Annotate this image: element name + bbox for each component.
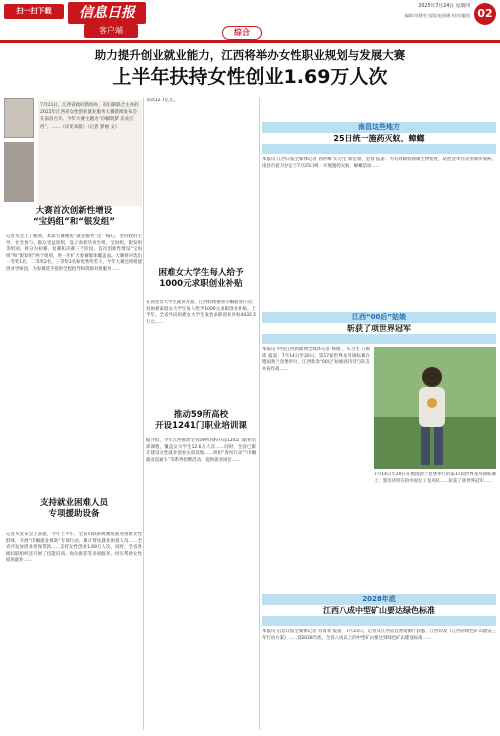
- headline-kicker: 助力提升创业就业能力，江西将举办女性职业规划与发展大赛: [94, 48, 406, 62]
- colA-subhead-line2: 专项援助设备: [48, 508, 100, 519]
- colB-subhead-line2: 开设1241门职业培训课: [155, 420, 247, 431]
- masthead-rule: [0, 40, 500, 43]
- colB-subhead: [146, 410, 256, 431]
- banner-kicker: 2028年底: [362, 595, 396, 603]
- issue-date: 2025年7月24日 星期四: [418, 4, 470, 9]
- paper-logo: 信息日报: [68, 2, 146, 24]
- main-headline: 上半年扶持女性创业1.69万人次: [112, 66, 388, 88]
- article-banner-mosquito: [262, 122, 496, 154]
- banner-title: 斩获了项世界冠军: [262, 323, 496, 334]
- colA-subhead-line1: 支持就业困难人员: [39, 498, 108, 508]
- colA-headline: [6, 206, 142, 227]
- colB-headline-line2: 1000元求职创业补贴: [159, 278, 243, 289]
- article-banner-dragonboat: [262, 312, 496, 344]
- client-tag[interactable]: 客户端: [84, 24, 138, 38]
- colB-subhead-line1: 推动59所高校: [173, 410, 229, 420]
- editor-credits: 编辑/刘静雯 组版/赵丽娜 校对/戴凯: [404, 13, 470, 18]
- colA-body-2: 记者从发布会上获悉，今年上半年，全省妇联系统聚焦就业困难女性群体，开展“巾帼就业援助”专项行动，累计帮扶就业困难人员……全省共发放创业担保贷款……支持女性创业1.69万人次。同时，全省各级妇联组织还开展了技能培训、岗位推荐等多项服务，切实帮助女性稳岗就业……: [6, 532, 142, 564]
- colA-body-1: 记者从会上了解到，本届大赛聚焦“就业服务”这一核心，坚持政府主导、社会参与、群众受益原则，设立高校毕业生组、宝妈组、银发组等组别，将分为初赛、复赛和决赛三个阶段。首次创新性增设“宝妈组”和“银发组”两个组别，进一步扩大参赛群体覆盖面。大赛将评选出一等奖1名、二等奖2名、三等奖3名和优秀奖若干。今年大赛还将组建创业导师团，为参赛选手提供全程指导和资源对接服务……: [6, 234, 142, 273]
- colA-subhead: [6, 498, 142, 519]
- banner-kicker: 南昌这些地方: [358, 123, 400, 131]
- dragonboat-article-body-2: 7月14日至20日在德国勃兰登堡举行的第17届世界龙舟锦标赛上，郭诗诗所在的中国女子龙舟队……斩获了项世界冠军……: [374, 472, 496, 484]
- colB-body-1: 在促进女大学生就业方面，江西持续推进巾帼就业行动，对困难家庭女大学生每人给予1000元求职创业补贴。上半年，全省共向困难女大学生发放求职创业补贴4432.5万元……: [146, 300, 256, 325]
- lead-paragraph: 7月23日，江西省政府新闻办、省妇联联合主办的2025年江西省女性创业就业服务大赛新闻发布会在南昌召开。今年大赛主题为“巾帼筑梦 乐业江西”。……（详见本版）（记者 梦丽 文）: [38, 100, 142, 206]
- lead-photo: [4, 98, 34, 138]
- lead-photo-secondary: [4, 142, 34, 202]
- green-mine-article-body: 本报讯 信息日报全媒体记者 肖菁菁 报道：7月23日，记者从江西省自然资源厅获悉，江西印发《江西省绿色矿山建设三年行动方案》……到2028年底，全省八成以上的中型矿山要达到绿色矿山建设标准……: [262, 629, 496, 641]
- colB-headline: [146, 268, 256, 289]
- qr-download-tag[interactable]: 扫一扫下载: [4, 4, 64, 19]
- colB-body-2: 据介绍，今年江西推动全省59所高校开设1241门职业培训课程，覆盖女大学生12.6万人次……同时，全省已累计建设女性就业创业实训基地……组织“春风行动”“巾帼就业直通车”等系列招聘活动，提供就业岗位……: [146, 438, 256, 463]
- athlete-photo: [374, 347, 496, 469]
- column-divider: [259, 98, 260, 730]
- banner-title: 25日统一施药灭蚊、蟑螂: [262, 133, 496, 144]
- colA-headline-line2: “宝妈组”和“银发组”: [33, 216, 115, 227]
- column-divider: [143, 98, 144, 730]
- article-banner-green-mine: [262, 594, 496, 626]
- colB-headline-line1: 困难女大学生每人给予: [158, 268, 244, 278]
- banner-kicker: 江西“00后”姑娘: [352, 313, 406, 321]
- mosquito-article-body: 本报讯 江西日报全媒体记者 孙洪峰 实习生 蔡佳翔、金睿 报道：为有效降低病媒生物密度，防控登革热等虫媒传染病，南昌市爱卫办定于7月25日统一开展施药灭蚊、蟑螂活动……: [262, 157, 496, 169]
- dragonboat-article-body: 本报讯 中国江西新闻网全媒体记者 杨薇 、实习生 万顿琦 报道：7月14日至20日，第17届世界龙舟锦标赛在德国勃兰登堡举行，江西新余“00后”姑娘郭诗诗与队友并肩作战……: [262, 347, 370, 372]
- colA-headline-line1: 大赛首次创新性增设: [35, 206, 113, 216]
- section-label: 综合: [222, 26, 262, 40]
- colB-continued-text: 贷款32.7亿元。: [146, 98, 178, 103]
- banner-title: 江西八成中型矿山要达绿色标准: [262, 605, 496, 616]
- page-number: 02: [474, 3, 496, 25]
